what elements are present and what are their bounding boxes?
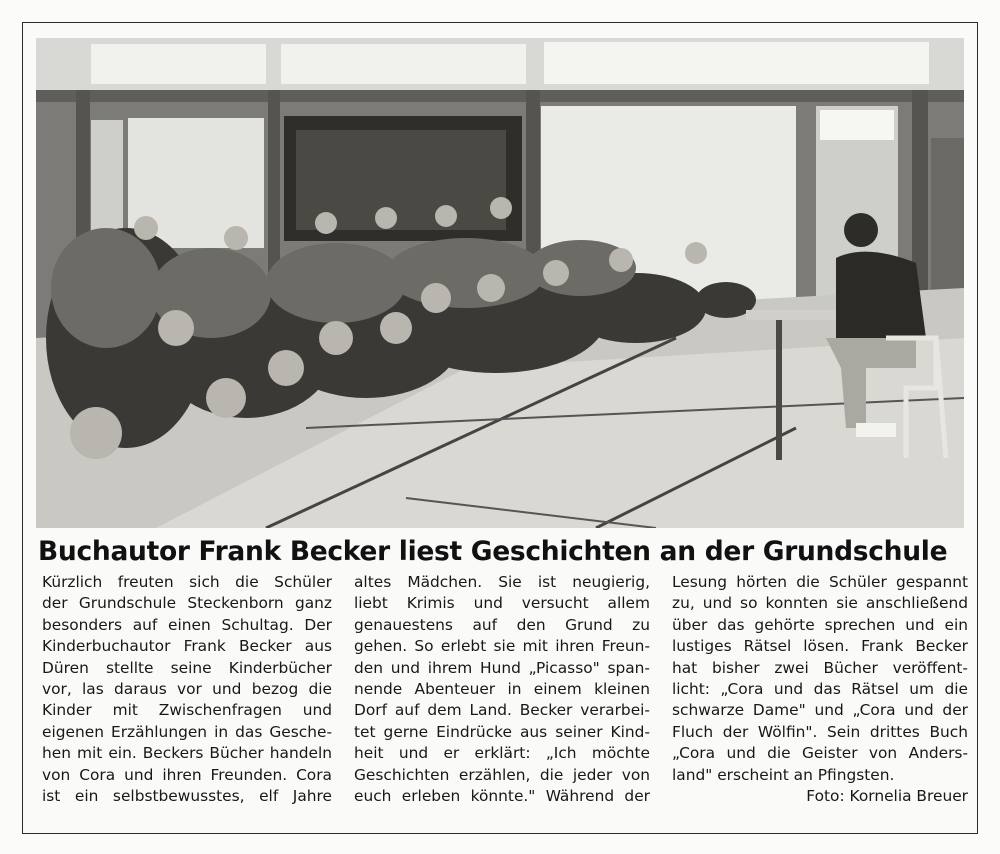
- text-line: gehen. So erlebt sie mit ihren Freun-: [354, 637, 650, 656]
- article-headline: Buchautor Frank Becker liest Geschichten an der Grundschule: [38, 536, 948, 567]
- text-line: genauestens auf den Grund zu: [354, 615, 650, 634]
- text-line: schwarze Dame" und „Cora und der: [672, 701, 968, 720]
- text-line: tet gerne Eindrücke aus seiner Kind-: [354, 722, 650, 741]
- photo-credit: Foto: Kornelia Breuer: [806, 787, 968, 806]
- text-line: Kinder mit Zwischenfragen und: [42, 701, 332, 720]
- text-line: licht: „Cora und das Rätsel um die: [672, 680, 968, 699]
- text-line: hat bisher zwei Bücher veröffent-: [672, 658, 968, 677]
- text-line: „Cora und die Geister von Anders-: [672, 744, 968, 763]
- text-line: ist ein selbstbewusstes, elf Jahre: [42, 787, 332, 806]
- text-line: hen mit ein. Beckers Bücher handeln: [42, 744, 332, 763]
- text-line: nende Abenteuer in einem kleinen: [354, 680, 650, 699]
- text-line: von Cora und ihren Freunden. Cora: [42, 765, 332, 784]
- article-column-3: [672, 572, 968, 807]
- text-line: liebt Krimis und versucht allem: [354, 594, 650, 613]
- text-line: besonders auf einen Schultag. Der: [42, 615, 332, 634]
- text-line: euch erleben könnte." Während der: [354, 787, 650, 806]
- text-line: Geschichten erzählen, die jeder von: [354, 765, 650, 784]
- text-line: zu, und so konnten sie anschließend: [672, 594, 968, 613]
- text-line: eigenen Erzählungen in das Gesche-: [42, 722, 332, 741]
- text-line: lustiges Rätsel lösen. Frank Becker: [672, 637, 968, 656]
- text-line: den und ihrem Hund „Picasso" span-: [354, 658, 650, 677]
- text-line: vor, las daraus vor und bezog die: [42, 680, 332, 699]
- text-line: Kinderbuchautor Frank Becker aus: [42, 637, 332, 656]
- article-photo: [36, 38, 964, 528]
- text-line: land" erscheint an Pfingsten.: [672, 765, 895, 784]
- text-line: altes Mädchen. Sie ist neugierig,: [354, 573, 650, 591]
- text-line: Fluch der Wölfin". Sein drittes Buch: [672, 722, 968, 741]
- article-column-1: [42, 572, 332, 807]
- text-line: heit und er erklärt: „Ich möchte: [354, 744, 650, 763]
- text-line: über das gehörte sprechen und ein: [672, 615, 968, 634]
- article-column-2: [354, 572, 650, 807]
- text-line: Dorf auf dem Land. Becker verarbei-: [354, 701, 650, 720]
- text-line: Lesung hörten die Schüler gespannt: [672, 573, 968, 591]
- text-line: Kürzlich freuten sich die Schüler: [42, 573, 332, 591]
- text-line: Düren stellte seine Kinderbücher: [42, 658, 332, 677]
- text-line: der Grundschule Steckenborn ganz: [42, 594, 332, 613]
